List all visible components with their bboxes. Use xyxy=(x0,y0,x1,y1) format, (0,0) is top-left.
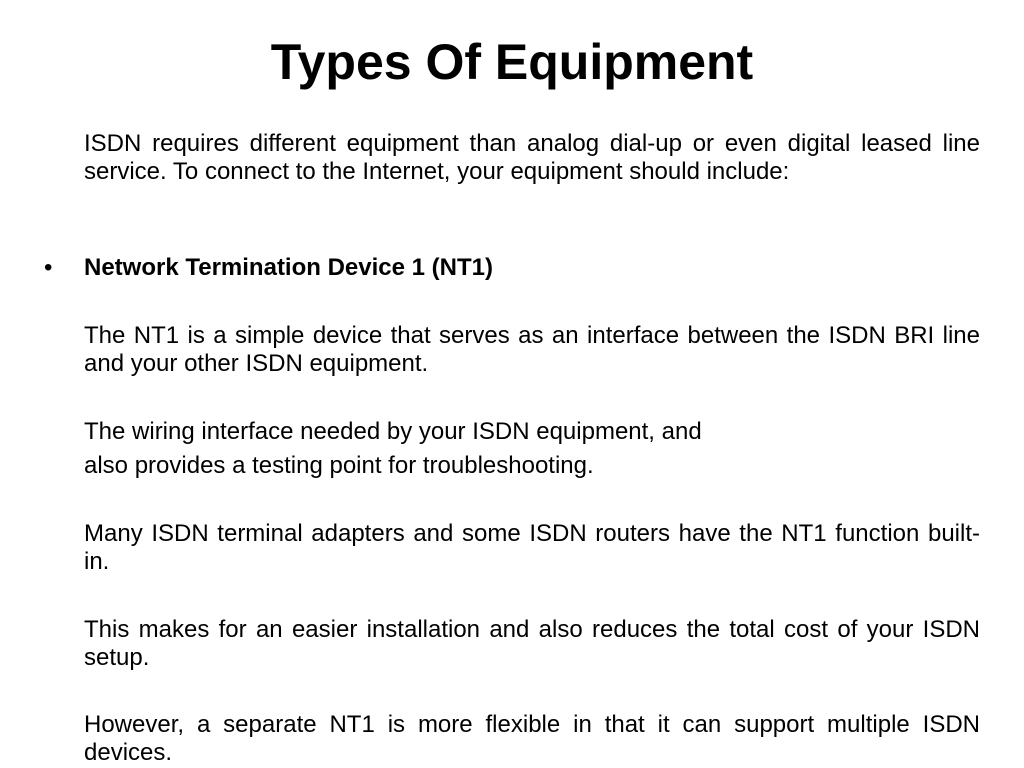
wiring-interface-line-1: The wiring interface needed by your ISDN equipment, and xyxy=(84,418,702,445)
terminal-adapters-paragraph: Many ISDN terminal adapters and some ISDN routers have the NT1 function built-in. xyxy=(84,520,980,575)
installation-cost-paragraph: This makes for an easier installation and also reduces the total cost of your ISDN setup. xyxy=(84,616,980,671)
bullet-heading: Network Termination Device 1 (NT1) xyxy=(84,254,493,281)
wiring-interface-line-2: also provides a testing point for troubleshooting. xyxy=(84,452,594,479)
separate-nt1-paragraph: However, a separate NT1 is more flexible in that it can support multiple ISDN devices. xyxy=(84,711,980,766)
nt1-description-paragraph: The NT1 is a simple device that serves as an interface between the ISDN BRI line and your other ISDN equipment. xyxy=(84,322,980,377)
bullet-icon: • xyxy=(44,254,53,281)
intro-paragraph: ISDN requires different equipment than analog dial-up or even digital leased line service. To connect to the Internet, your equipment should include: xyxy=(84,130,980,185)
slide-title: Types Of Equipment xyxy=(270,34,754,90)
